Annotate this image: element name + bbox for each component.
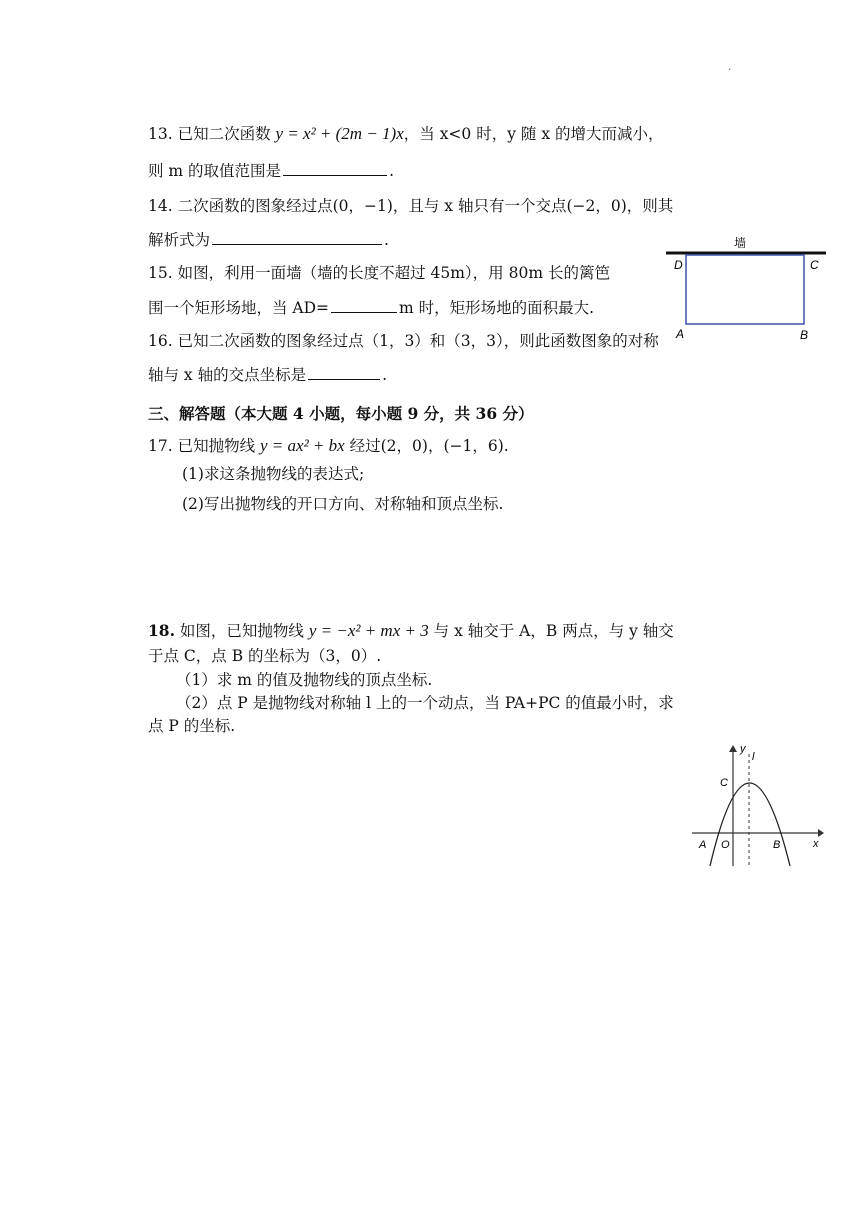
label-B: B xyxy=(773,839,781,851)
parabola-curve xyxy=(710,783,790,866)
x-axis-arrow xyxy=(818,829,824,837)
q14-line2-text: 解析式为 xyxy=(148,231,211,249)
label-C: C xyxy=(720,777,728,789)
q17-part1: (1)求这条抛物线的表达式; xyxy=(182,465,365,483)
q17-formula: y = ax² + bx xyxy=(260,436,345,455)
q14-answer-blank[interactable] xyxy=(212,229,382,245)
q13-text: 13. 已知二次函数 xyxy=(148,125,276,143)
q18-line2: 于点 C，点 B 的坐标为（3，0）. xyxy=(148,647,382,665)
label-C: C xyxy=(810,258,819,272)
q18-formula: y = −x² + mx + 3 xyxy=(308,621,429,640)
label-O: O xyxy=(721,839,730,851)
q15-line2 xyxy=(148,297,594,319)
label-A: A xyxy=(699,839,707,851)
label-A: A xyxy=(676,327,685,341)
q13-line2-text: 则 m 的取值范围是 xyxy=(148,162,282,180)
q16-line2 xyxy=(148,364,387,386)
q15-line2-text: 围一个矩形场地，当 AD= xyxy=(148,299,330,317)
label-l: l xyxy=(752,751,755,763)
q14-line2-end: . xyxy=(384,231,389,249)
q13-line1 xyxy=(148,123,664,145)
label-x: x xyxy=(813,838,819,850)
q16-line2-end: . xyxy=(382,366,388,384)
q16-line2-text: 轴与 x 轴的交点坐标是 xyxy=(148,366,307,384)
label-y: y xyxy=(740,743,746,755)
q15-answer-blank[interactable] xyxy=(331,297,397,313)
q18-number: 18. xyxy=(148,621,175,640)
q18-text: 如图，已知抛物线 xyxy=(174,622,309,640)
q13-line2-end: . xyxy=(389,162,394,180)
q16-answer-blank[interactable] xyxy=(308,364,380,380)
section-3-heading: 三、解答题（本大题 4 小题，每小题 9 分，共 36 分） xyxy=(148,404,534,423)
q17-text: 17. 已知抛物线 xyxy=(148,437,261,455)
label-B: B xyxy=(800,328,809,342)
q18-part2-line1: （2）点 P 是抛物线对称轴 l 上的一个动点，当 PA+PC 的值最小时，求 xyxy=(176,694,674,712)
q18-part1: （1）求 m 的值及抛物线的顶点坐标. xyxy=(176,671,433,689)
q18-part2-line2: 点 P 的坐标. xyxy=(148,717,236,735)
q18-line1 xyxy=(148,620,674,642)
q13-answer-blank[interactable] xyxy=(283,160,387,176)
q16-line1: 16. 已知二次函数的图象经过点（1，3）和（3，3），则此函数图象的对称 xyxy=(148,332,659,350)
q15-rectangle-figure xyxy=(660,233,832,345)
wall-label: 墙 xyxy=(733,236,747,250)
q13-text-post: ，当 x<0 时，y 随 x 的增大而减小， xyxy=(403,125,664,143)
q14-line1: 14. 二次函数的图象经过点(0，−1)，且与 x 轴只有一个交点(−2，0)，则其 xyxy=(148,197,674,215)
label-D: D xyxy=(674,258,683,272)
q15-line2-post: m 时，矩形场地的面积最大. xyxy=(399,299,595,317)
q17-line1 xyxy=(148,435,509,457)
corner-mark: . xyxy=(728,62,732,73)
q18-parabola-figure xyxy=(690,740,830,872)
q14-line2 xyxy=(148,229,389,251)
q17-part2: (2)写出抛物线的开口方向、对称轴和顶点坐标. xyxy=(182,495,504,513)
rectangle-field xyxy=(686,255,804,324)
q17-text-post: 经过(2，0)，(−1，6). xyxy=(344,437,509,455)
q13-formula: y = x² + (2m − 1)x xyxy=(275,124,404,143)
q13-line2 xyxy=(148,160,394,182)
q18-text-post: 与 x 轴交于 A，B 两点，与 y 轴交 xyxy=(428,622,674,640)
q15-line1: 15. 如图，利用一面墙（墙的长度不超过 45m），用 80m 长的篱笆 xyxy=(148,264,610,282)
y-axis-arrow xyxy=(729,745,737,752)
